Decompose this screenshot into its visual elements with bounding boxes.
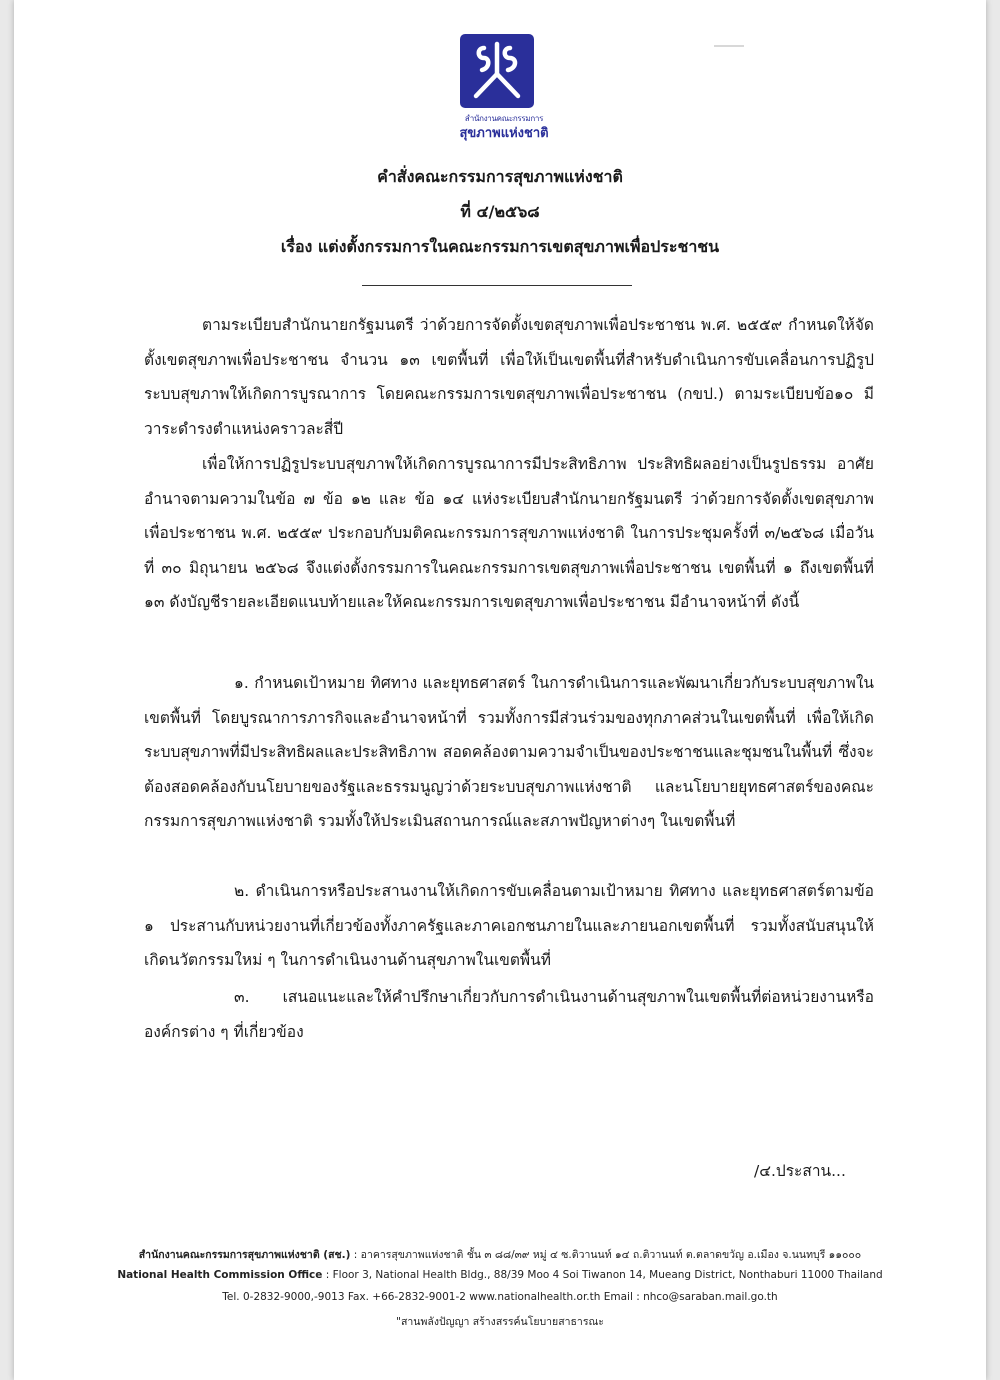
- footer-contact: Tel. 0-2832-9000,-9013 Fax. +66-2832-9001-2 www.nationalhealth.or.th Email : nhco@saraban.mail.go.th: [222, 1291, 778, 1303]
- logo-caption-line1: สำนักงานคณะกรรมการ: [464, 114, 544, 123]
- logo-emblem: [460, 34, 534, 108]
- logo-caption-line2: สุขภาพแห่งชาติ: [459, 126, 549, 141]
- header-divider: [362, 285, 632, 286]
- scan-mark: [714, 45, 744, 47]
- continued-marker: /๔.ประสาน...: [754, 1162, 846, 1180]
- footer-english-address-text: : Floor 3, National Health Bldg., 88/39 Moo 4 Soi Tiwanon 14, Mueang District, Nonthaburi 11000 Thailand: [322, 1269, 883, 1281]
- logo-glyph-icon: [460, 34, 534, 108]
- paragraph-2: เพื่อให้การปฏิรูประบบสุขภาพให้เกิดการบูรณาการมีประสิทธิภาพ ประสิทธิผลอย่างเป็นรูปธรรม อาศัยอำนาจตามความในข้อ ๗ ข้อ ๑๒ และ ข้อ ๑๔ แห่งระเบียบสำนักนายกรัฐมนตรี ว่าด้วยการจัดตั้งเขตสุขภาพเพื่อประชาชน พ.ศ. ๒๕๕๙ ประกอบกับมติคณะกรรมการสุขภาพแห่งชาติ ในการประชุมครั้งที่ ๓/๒๕๖๘ เมื่อวันที่ ๓๐ มิถุนายน ๒๕๖๘ จึงแต่งตั้งกรรมการในคณะกรรมการเขตสุขภาพเพื่อประชาชน เขตพื้นที่ ๑ ถึงเขตพื้นที่ ๑๓ ดังบัญชีรายละเอียดแนบท้ายและให้คณะกรรมการเขตสุขภาพเพื่อประชาชน มีอำนาจหน้าที่ ดังนี้: [144, 455, 874, 611]
- duty-item-3: ๓. เสนอแนะและให้คำปรึกษาเกี่ยวกับการดำเนินงานด้านสุขภาพในเขตพื้นที่ต่อหน่วยงานหรือองค์กรต่าง ๆ ที่เกี่ยวข้อง: [144, 988, 874, 1041]
- order-title: คำสั่งคณะกรรมการสุขภาพแห่งชาติ: [377, 167, 623, 186]
- duty-item-1: ๑. กำหนดเป้าหมาย ทิศทาง และยุทธศาสตร์ ในการดำเนินการและพัฒนาเกี่ยวกับระบบสุขภาพในเขตพื้นที่ โดยบูรณาการภารกิจและอำนาจหน้าที่ รวมทั้งการมีส่วนร่วมของทุกภาคส่วนในเขตพื้นที่ เพื่อให้เกิดระบบสุขภาพที่มีประสิทธิผลและประสิทธิภาพ สอดคล้องตามความจำเป็นของประชาชนและชุมชนในพื้นที่ ซึ่งจะต้องสอดคล้องกับนโยบายของรัฐและธรรมนูญว่าด้วยระบบสุขภาพแห่งชาติ และนโยบายยุทธศาสตร์ของคณะกรรมการสุขภาพแห่งชาติ รวมทั้งให้ประเมินสถานการณ์และสภาพปัญหาต่างๆ ในเขตพื้นที่: [144, 674, 874, 830]
- paragraph-1: ตามระเบียบสำนักนายกรัฐมนตรี ว่าด้วยการจัดตั้งเขตสุขภาพเพื่อประชาชน พ.ศ. ๒๕๕๙ กำหนดให้จัดตั้งเขตสุขภาพเพื่อประชาชน จำนวน ๑๓ เขตพื้นที่ เพื่อให้เป็นเขตพื้นที่สำหรับดำเนินการขับเคลื่อนการปฏิรูประบบสุขภาพให้เกิดการบูรณาการ โดยคณะกรรมการเขตสุขภาพเพื่อประชาชน (กขป.) ตามระเบียบข้อ๑๐ มีวาระดำรงตำแหน่งคราวละสี่ปี: [144, 316, 874, 438]
- footer-english-org: National Health Commission Office: [117, 1269, 323, 1281]
- footer-slogan: "สานพลังปัญญา สร้างสรรค์นโยบายสาธารณะ: [396, 1316, 604, 1328]
- duty-item-2: ๒. ดำเนินการหรือประสานงานให้เกิดการขับเคลื่อนตามเป้าหมาย ทิศทาง และยุทธศาสตร์ตามข้อ ๑ ประสานกับหน่วยงานที่เกี่ยวข้องทั้งภาครัฐและภาคเอกชนภายในและภายนอกเขตพื้นที่ รวมทั้งสนับสนุนให้เกิดนวัตกรรมใหม่ ๆ ในการดำเนินงานด้านสุขภาพในเขตพื้นที่: [144, 882, 874, 969]
- footer-english-address: [14, 1269, 986, 1281]
- footer-thai-address: [14, 1246, 986, 1263]
- footer-thai-address-text: : อาคารสุขภาพแห่งชาติ ชั้น ๓ ๘๘/๓๙ หมู่ ๔ ซ.ติวานนท์ ๑๔ ถ.ติวานนท์ ต.ตลาดขวัญ อ.เมือง จ.นนทบุรี ๑๑๐๐๐: [350, 1249, 862, 1261]
- footer-thai-org: สำนักงานคณะกรรมการสุขภาพแห่งชาติ (สช.): [138, 1249, 351, 1261]
- order-number: ที่ ๔/๒๕๖๘: [460, 202, 540, 221]
- document-page: [14, 0, 986, 1380]
- order-subject: เรื่อง แต่งตั้งกรรมการในคณะกรรมการเขตสุขภาพเพื่อประชาชน: [280, 237, 720, 256]
- nhco-logo: [458, 32, 550, 140]
